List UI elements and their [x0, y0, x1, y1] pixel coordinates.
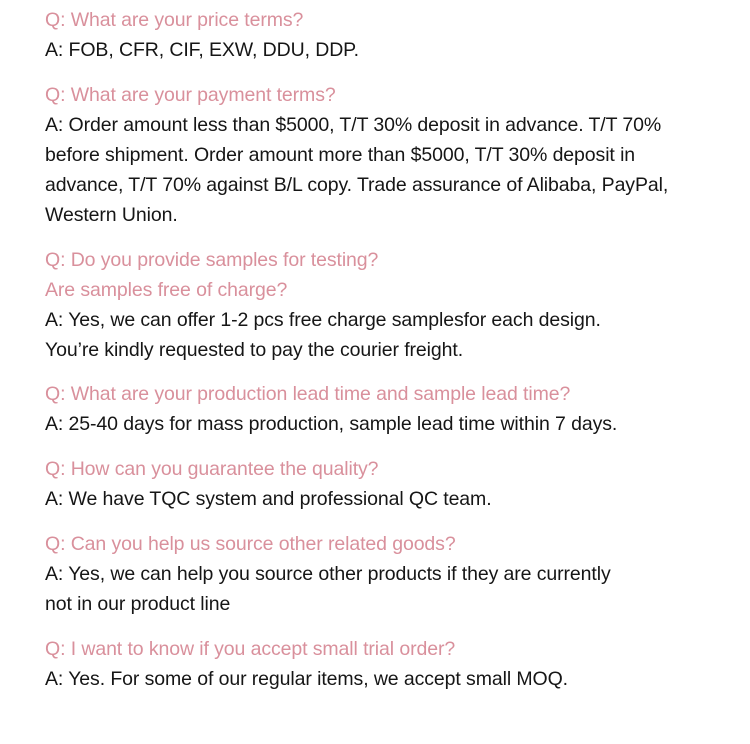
faq-spacer — [45, 65, 735, 80]
faq-spacer — [45, 439, 735, 454]
faq-question: Q: I want to know if you accept small trial order? — [45, 637, 456, 660]
faq-answer-line: A: Order amount less than $5000, T/T 30% deposit in advance. T/T 70% — [45, 113, 662, 136]
faq-answer-line: A: Yes, we can offer 1-2 pcs free charge samplesfor each design. — [45, 308, 601, 331]
faq-question: Q: How can you guarantee the quality? — [45, 458, 379, 480]
faq-spacer — [45, 230, 735, 245]
faq-answer-line: not in our product line — [45, 592, 231, 615]
faq-question-line: Are samples free of charge? — [45, 278, 288, 301]
faq-answer-line: before shipment. Order amount more than $5000, T/T 30% deposit in — [45, 143, 636, 166]
faq-answer-line: You’re kindly requested to pay the courier freight. — [45, 338, 464, 361]
faq-spacer — [45, 619, 735, 634]
faq-item-price-terms — [45, 5, 735, 65]
faq-answer: A: 25-40 days for mass production, sample lead time within 7 days. — [45, 413, 618, 435]
faq-item-samples — [45, 245, 735, 365]
faq-spacer — [45, 365, 735, 380]
faq-item-trial-order — [45, 634, 735, 694]
faq-answer: A: FOB, CFR, CIF, EXW, DDU, DDP. — [45, 39, 359, 61]
faq-item-quality — [45, 454, 735, 514]
faq-answer: A: We have TQC system and professional QC team. — [45, 488, 492, 510]
faq-answer-line: Western Union. — [45, 203, 178, 226]
faq-question: Q: What are your price terms? — [45, 9, 304, 31]
faq-item-lead-time — [45, 379, 735, 439]
faq-answer-line: advance, T/T 70% against B/L copy. Trade assurance of Alibaba, PayPal, — [45, 173, 669, 196]
faq-question-line: Q: Do you provide samples for testing? — [45, 248, 379, 271]
faq-question: Q: Can you help us source other related goods? — [45, 532, 456, 555]
faq-list — [45, 5, 735, 694]
faq-answer: A: Yes. For some of our regular items, we accept small MOQ. — [45, 667, 568, 690]
faq-item-payment-terms — [45, 80, 735, 230]
faq-question: Q: What are your production lead time and sample lead time? — [45, 383, 571, 405]
faq-answer-line: A: Yes, we can help you source other products if they are currently — [45, 562, 611, 585]
faq-question: Q: What are your payment terms? — [45, 83, 336, 106]
faq-item-source-goods — [45, 529, 735, 619]
faq-spacer — [45, 514, 735, 529]
